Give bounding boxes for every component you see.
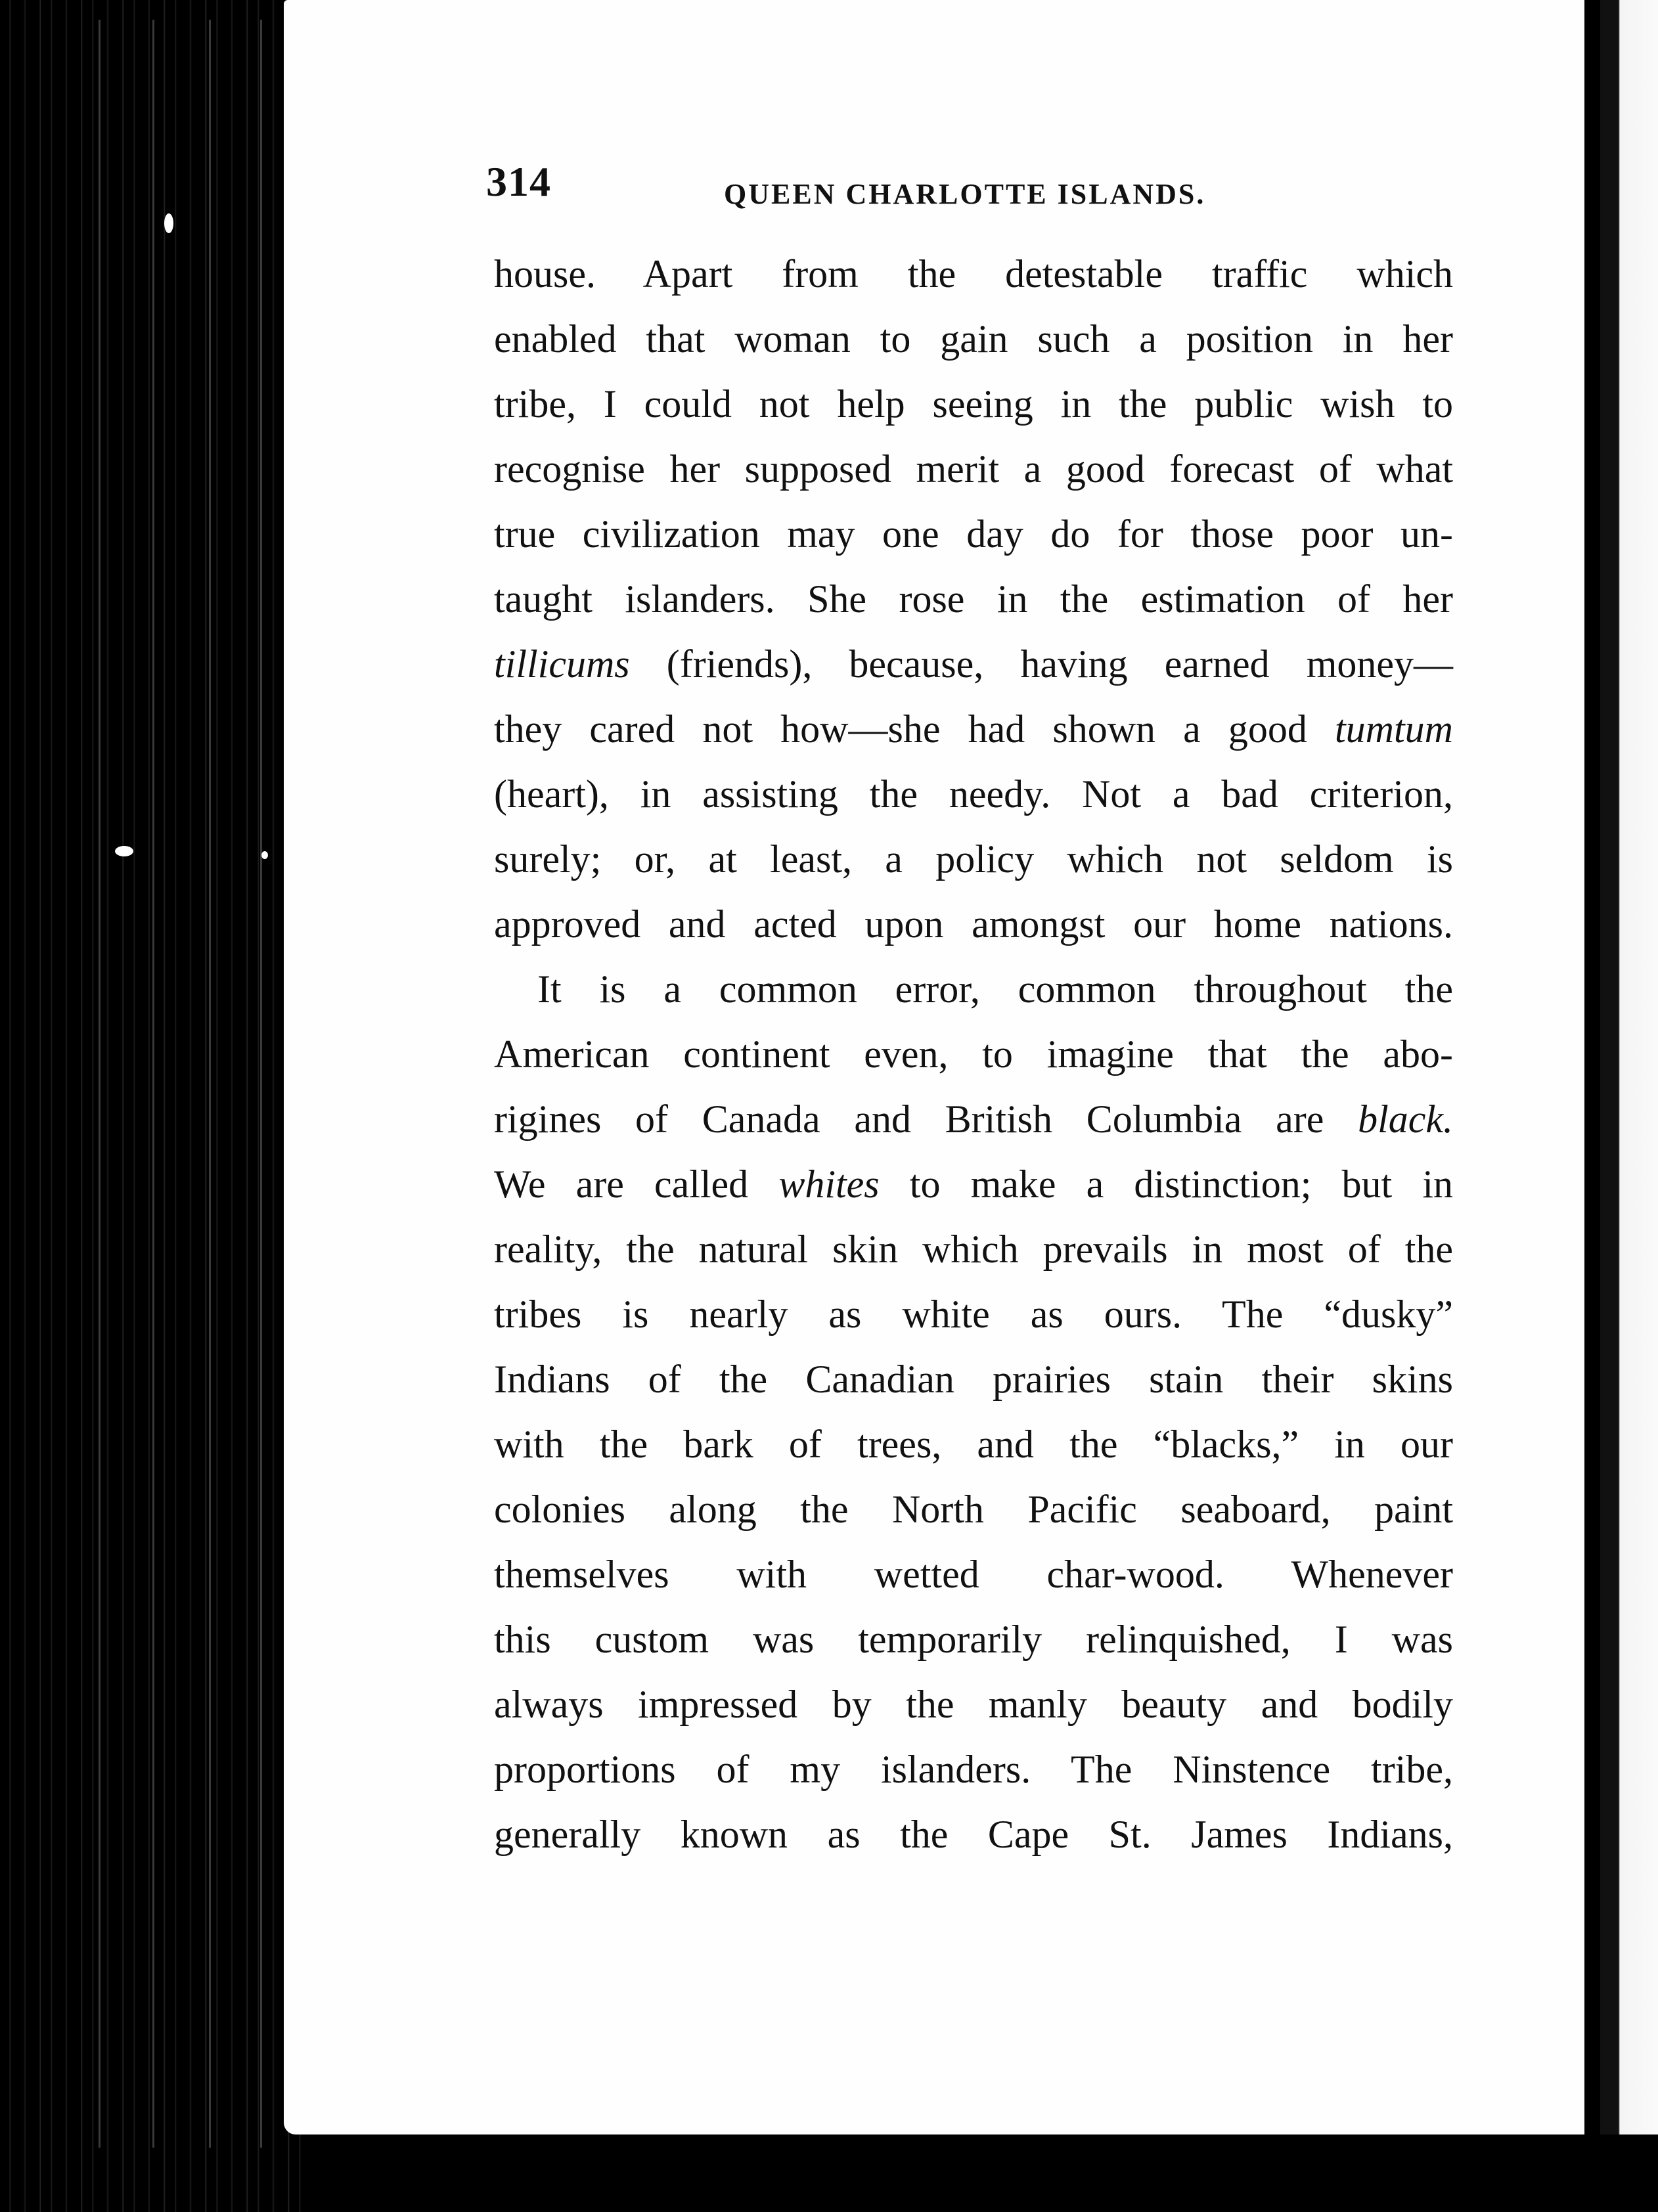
next-page-sliver xyxy=(1600,0,1658,2135)
text-line: It is a common error, common throughout the xyxy=(537,967,1453,1011)
text-line: recognise her supposed merit a good forecast of what xyxy=(494,447,1453,491)
page-header xyxy=(486,158,1458,223)
italic-word: tumtum xyxy=(1335,707,1453,751)
text-line: American continent even, to imagine that the abo- xyxy=(494,1032,1453,1076)
text-line: proportions of my islanders. The Ninstence tribe, xyxy=(494,1748,1453,1791)
edge-line xyxy=(99,20,101,2148)
scan-speck xyxy=(164,213,173,233)
text-run: We are called xyxy=(494,1162,779,1206)
text-line: (heart), in assisting the needy. Not a bad criterion, xyxy=(494,772,1453,816)
edge-line xyxy=(152,20,154,2148)
scan-speck xyxy=(115,846,133,856)
text-line: house. Apart from the detestable traffic which xyxy=(494,252,1453,296)
running-title: QUEEN CHARLOTTE ISLANDS. xyxy=(724,178,1206,210)
text-line: Indians of the Canadian prairies stain their skins xyxy=(494,1358,1453,1401)
text-line: true civilization may one day do for those poor un- xyxy=(494,512,1453,556)
text-line xyxy=(494,697,1453,762)
body-text xyxy=(494,242,1453,1867)
text-line: enabled that woman to gain such a position in her xyxy=(494,317,1453,361)
text-line: tribes is nearly as white as ours. The “dusky” xyxy=(494,1293,1453,1336)
scan-speck xyxy=(261,851,268,859)
text-run: (friends), because, having earned money— xyxy=(629,642,1453,686)
text-run: rigines of Canada and British Columbia are xyxy=(494,1097,1358,1141)
text-line: generally known as the Cape St. James Indians, xyxy=(494,1813,1453,1856)
text-run: to make a distinction; but in xyxy=(879,1162,1453,1206)
text-run: they cared not how—she had shown a good xyxy=(494,707,1335,751)
text-line: tribe, I could not help seeing in the public wish to xyxy=(494,382,1453,426)
text-line: reality, the natural skin which prevails in most of the xyxy=(494,1228,1453,1271)
text-line xyxy=(494,632,1453,697)
text-line: colonies along the North Pacific seaboard, paint xyxy=(494,1488,1453,1531)
italic-word: black. xyxy=(1358,1097,1453,1141)
edge-line xyxy=(209,20,211,2148)
italic-word: whites xyxy=(778,1162,880,1206)
text-line: surely; or, at least, a policy which not seldom is xyxy=(494,837,1453,881)
text-line: always impressed by the manly beauty and bodily xyxy=(494,1683,1453,1726)
italic-word: tillicums xyxy=(494,642,630,686)
text-line xyxy=(494,1087,1453,1152)
text-line: this custom was temporarily relinquished, I was xyxy=(494,1618,1453,1661)
text-line: approved and acted upon amongst our home nations. xyxy=(494,902,1453,946)
text-line xyxy=(494,1152,1453,1217)
text-line: with the bark of trees, and the “blacks,” in our xyxy=(494,1423,1453,1466)
text-line: themselves with wetted char-wood. Whenever xyxy=(494,1553,1453,1596)
page-number: 314 xyxy=(486,158,551,205)
text-line: taught islanders. She rose in the estimation of her xyxy=(494,577,1453,621)
book-spine-edge xyxy=(0,0,302,2212)
edge-line xyxy=(260,20,262,2148)
